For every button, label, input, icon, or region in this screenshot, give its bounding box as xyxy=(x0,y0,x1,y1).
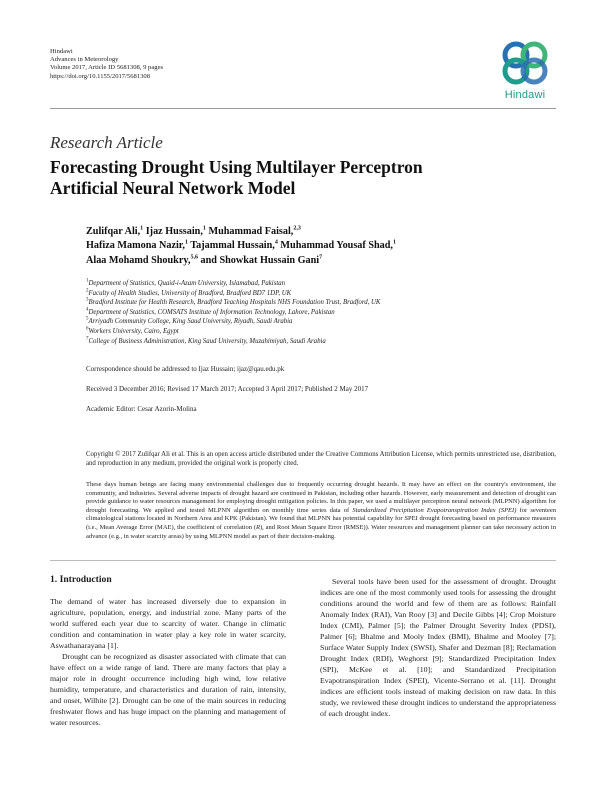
affiliation: $^7$College of Business Administration, King Saud University, Muzahimiyah, Saudi Arabia xyxy=(86,336,326,345)
author-list xyxy=(86,225,526,268)
affiliation: $^6$Workers University, Cairo, Egypt xyxy=(86,326,179,335)
abstract-divider xyxy=(50,560,556,561)
hindawi-logo-icon xyxy=(494,37,556,89)
paragraph: Several tools have been used for the assessment of drought. Drought indices are one of the most commonly used tools for assessing the drought conditions around the world and few of them are as follows: Rainfall Anomaly Index (RAI), Van Rooy [3] and Decile Gibbs [4]; Crop Moisture Index (CMI), Palmer [5]; the Palmer Drought Severity Index (PDSI), Palmer [6]; Bhalme and Mooly Index (BMI), Bhalme and Mooley [7]; Surface Water Supply Index (SWSI), Shafer and Dezman [8]; Reclamation Drought Index (RDI), Weghorst [9]; Standardized Precipitation Index (SPI), McKee et al. [10]; and Standardized Precipitation Evapotranspiration Index (SPEI), Vicente-Serrano et al. [11]. Drought indices are efficient tools instead of making decision on raw data. In this study, we reviewed these drought indices to understand the appropriateness of each drought index. xyxy=(320,577,556,718)
article-type: Research Article xyxy=(50,133,163,152)
paragraph: Drought can be recognized as disaster associated with climate that can have effect on a wide range of land. There are many factors that play a major role in drought occurrence including high wind, low relative humidity, temperature, and characteristics and duration of rain, intensity, and onset, Wilhite [2]. Drought can be one of the main sources in reducing freshwater flows and has huge impact on the planning and management of water resources. xyxy=(50,652,286,727)
author: and Showkat Hussain Gani$^7$ xyxy=(200,254,323,266)
author: Tajammal Hussain,$^4$ xyxy=(190,240,278,252)
abstract xyxy=(86,481,556,541)
author: Ijaz Hussain,$^1$ xyxy=(145,225,206,237)
affiliation: $^2$Faculty of Health Studies, University of Bradford, Bradford BD7 1DP, UK xyxy=(86,288,292,297)
title-line-1: Forecasting Drought Using Multilayer Perceptron xyxy=(50,157,423,177)
affiliation: $^5$Arriyadh Community College, King Saud University, Riyadh, Saudi Arabia xyxy=(86,317,293,326)
author: Alaa Mohamd Shoukry,$^{5,6}$ xyxy=(86,254,198,266)
publisher-name: Hindawi xyxy=(50,48,73,55)
paragraph: The demand of water has increased diversely due to expansion in agriculture, population, energy, and industrial zone. Many parts of the world suffered each year due to scarcity of water. Change in climatic condition and contamination in water play a key role in water scarcity, Aswathanarayana [1]. xyxy=(50,597,286,650)
affiliation-list xyxy=(86,279,546,346)
affiliation: $^3$Bradford Institute for Health Research, Bradford Teaching Hospitals NHS Foundation Trust, Bradford, UK xyxy=(86,297,381,307)
right-column xyxy=(320,576,556,719)
paper-title xyxy=(50,157,530,199)
affiliation: $^1$Department of Statistics, Quaid-i-Azam University, Islamabad, Pakistan xyxy=(86,278,286,287)
academic-editor: Academic Editor: Cesar Azorin-Molina xyxy=(86,405,197,413)
journal-header xyxy=(50,48,163,81)
correspondence: Correspondence should be addressed to Ijaz Hussain; ijaz@qau.edu.pk xyxy=(86,365,285,373)
publication-dates: Received 3 December 2016; Revised 17 March 2017; Accepted 3 April 2017; Published 2 May 2017 xyxy=(86,385,369,393)
affiliation: $^4$Department of Statistics, COMSATS Institute of Information Technology, Lahore, Pakistan xyxy=(86,307,335,316)
author: Zulifqar Ali,$^1$ xyxy=(86,225,144,237)
section-heading: 1. Introduction xyxy=(50,574,112,585)
title-line-2: Artificial Neural Network Model xyxy=(50,178,296,198)
logo-wordmark: Hindawi xyxy=(504,89,546,101)
abstract-text: These days human beings are facing many environmental challenges due to frequently occurring drought hazards. It may have an effect on the country's environment, the community, and industries. Several adverse impacts of drought hazard are continued in Pakistan, including other hazards. However, early measurement and detection of drought can provide guidance to water resources management for employing drought mitigation policies. In this paper, we used a multilayer perceptron neural network (MLPNN) algorithm for drought forecasting. We applied and tested MLPNN algorithm on monthly time series data of Standardized Precipitation Evapotranspiration Index (SPEI) for seventeen climatological stations located in Northern Area and KPK (Pakistan). We found that MLPNN has potential capability for SPEI drought forecasting based on performance measures (i.e., Mean Average Error (MAE), the coefficient of correlation (R), and Root Mean Square Error (RMSE)). Water resources and management planner can take necessary action in advance (e.g., in water scarcity areas) by using MLPNN model as part of their decision-making. xyxy=(86,481,556,540)
author: Muhammad Yousaf Shad,$^1$ xyxy=(280,240,396,252)
author: Hafiza Mamona Nazir,$^1$ xyxy=(86,240,188,252)
volume-info: Volume 2017, Article ID 5681308, 9 pages xyxy=(50,64,164,72)
doi-link[interactable]: https://doi.org/10.1155/2017/5681308 xyxy=(50,72,151,80)
header-divider xyxy=(50,108,556,109)
author: Muhammad Faisal,$^{2,3}$ xyxy=(208,225,301,237)
left-column xyxy=(50,574,286,728)
hindawi-logo xyxy=(494,37,556,105)
journal-name: Advances in Meteorology xyxy=(50,56,119,64)
copyright-notice: Copyright © 2017 Zulifqar Ali et al. This is an open access article distributed under the Creative Commons Attribution License, which permits unrestricted use, distribution, and reproduction in any medium, provided the original work is properly cited. xyxy=(86,451,556,468)
